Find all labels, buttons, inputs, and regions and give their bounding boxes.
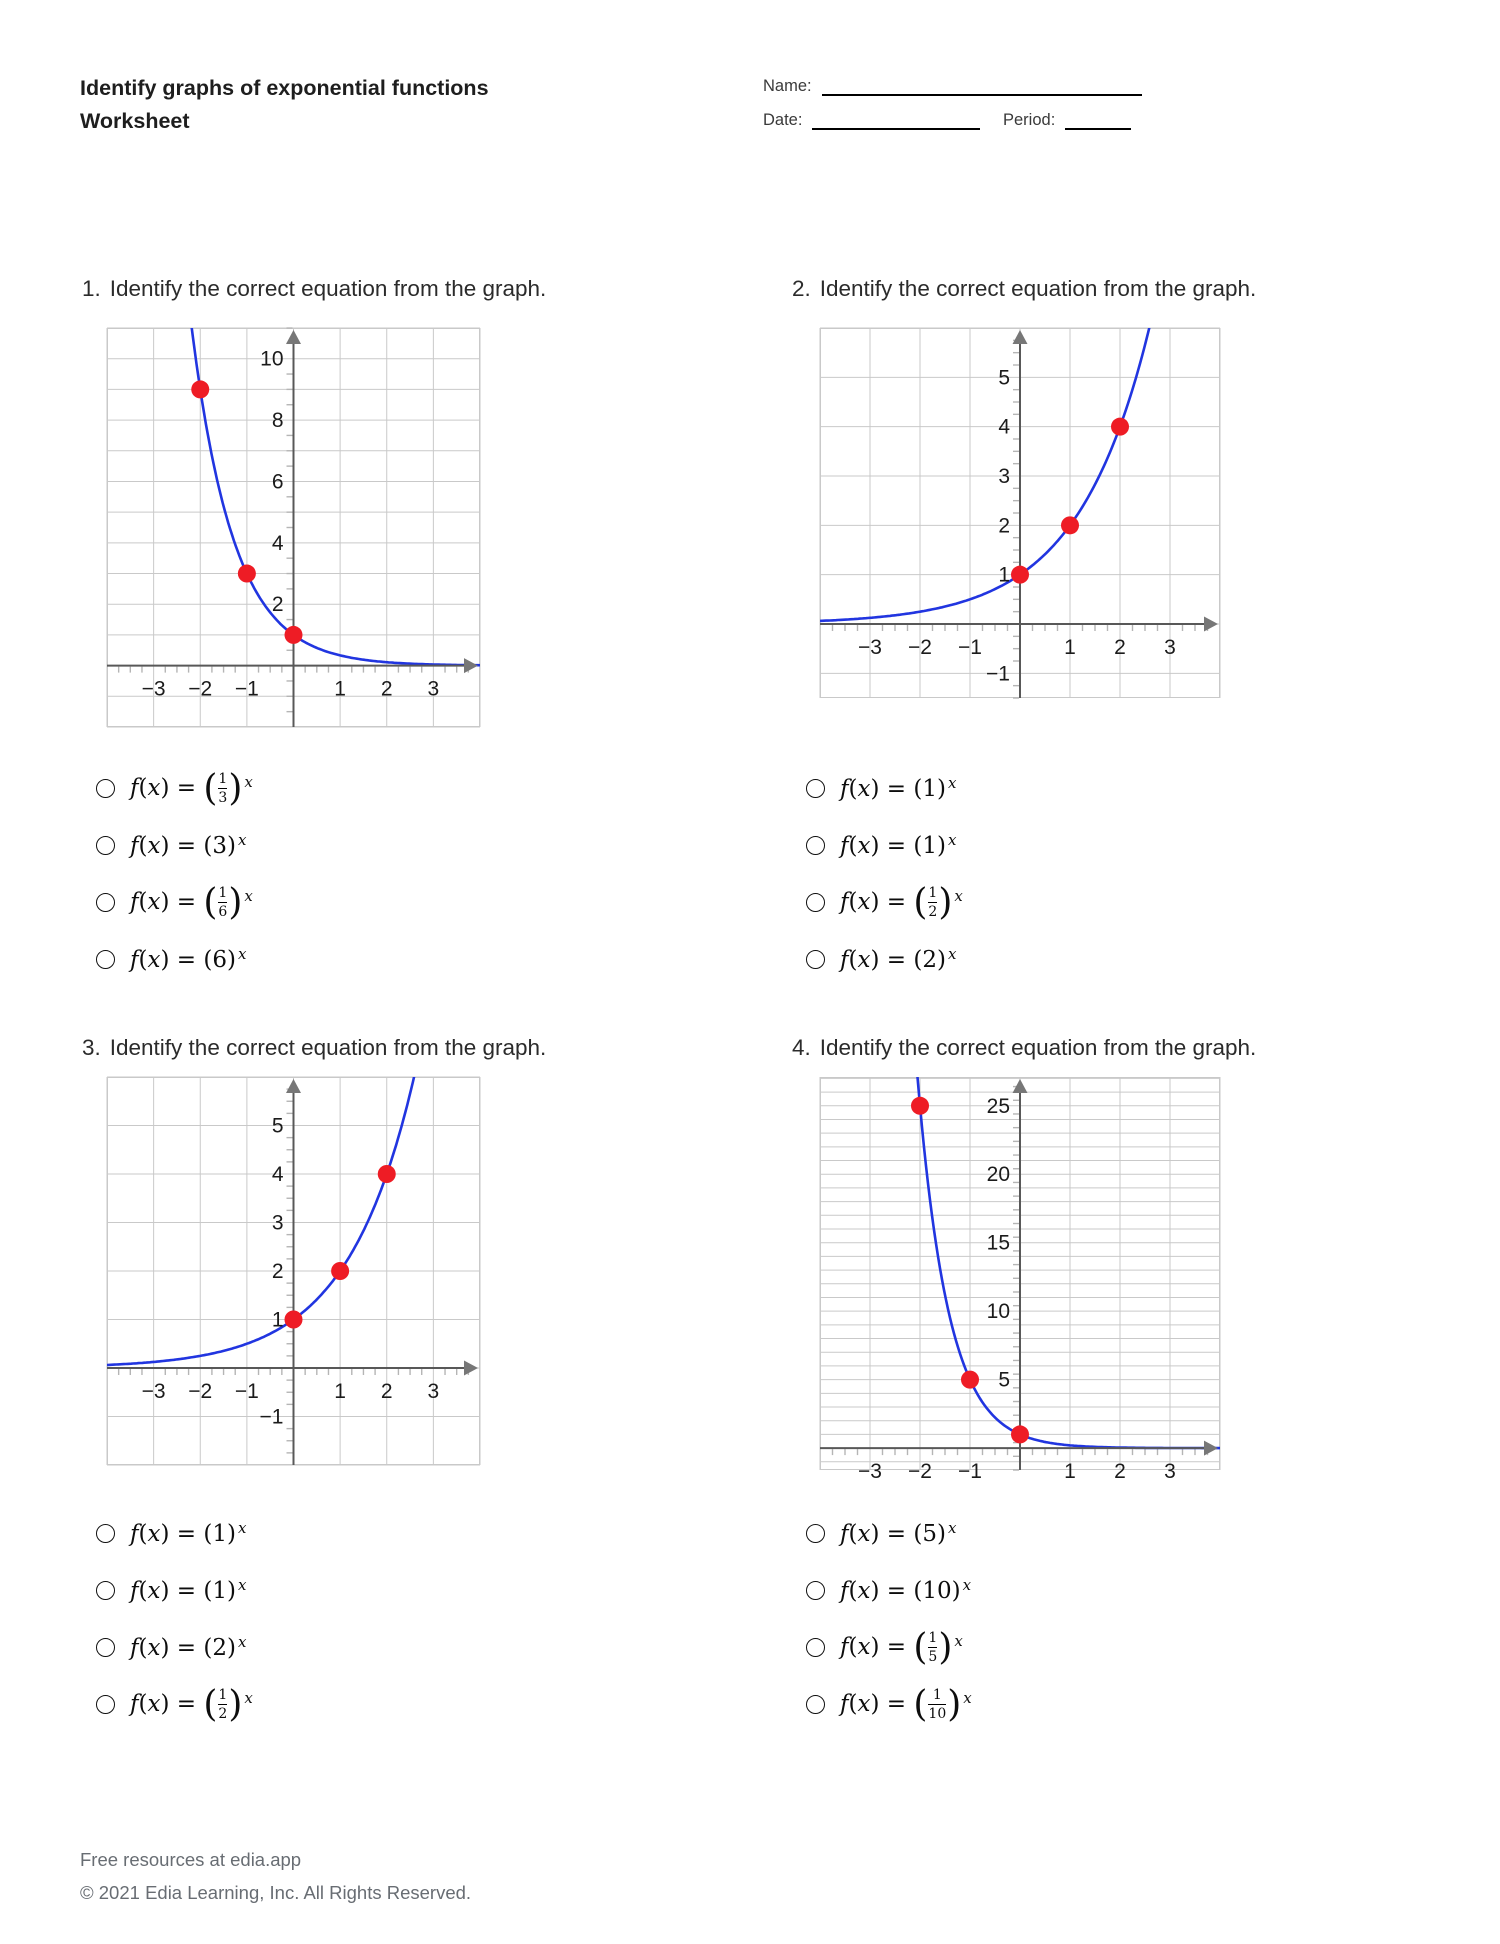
math-symbol: f: [130, 946, 139, 973]
problem-4-number: 4.: [792, 1035, 811, 1060]
problem-1-options: [96, 760, 253, 988]
period-field: [1003, 110, 1131, 130]
problem-3-options: [96, 1505, 253, 1733]
math-symbol: ): [937, 946, 946, 973]
radio-button[interactable]: [806, 836, 825, 855]
math-symbol: ): [870, 1634, 880, 1661]
math-symbol: ): [870, 1577, 880, 1604]
radio-button[interactable]: [96, 893, 115, 912]
svg-text:4: 4: [998, 415, 1010, 439]
math-symbol: ): [160, 1634, 170, 1661]
math-symbol: ): [160, 1691, 170, 1718]
math-symbol: (: [848, 775, 858, 802]
equation-formula: f ( x ) = ( 1 6 ) $^x$: [130, 882, 253, 924]
math-symbol: =: [886, 775, 907, 802]
problem-2-prompt: [792, 276, 1256, 302]
math-symbol: (: [138, 1634, 148, 1661]
radio-button[interactable]: [806, 1638, 825, 1657]
math-symbol: 6: [212, 946, 227, 973]
radio-button[interactable]: [806, 779, 825, 798]
math-symbol: (: [913, 832, 923, 859]
page-subtitle: Worksheet: [80, 109, 190, 133]
answer-option[interactable]: [96, 931, 253, 988]
answer-option[interactable]: [806, 1619, 972, 1676]
math-symbol: f: [840, 775, 849, 802]
fraction-numerator: 1: [218, 1686, 228, 1703]
answer-option[interactable]: [96, 1619, 253, 1676]
answer-option[interactable]: [96, 1505, 253, 1562]
fraction-bar: [928, 1704, 946, 1705]
period-field-line: [1065, 111, 1131, 130]
math-symbol: ): [951, 1577, 961, 1604]
svg-text:2: 2: [271, 593, 284, 617]
radio-button[interactable]: [806, 950, 825, 969]
svg-text:−3: −3: [141, 677, 166, 701]
math-symbol: (: [203, 832, 213, 859]
math-symbol: 1: [212, 1520, 227, 1547]
math-symbol: [906, 776, 913, 802]
radio-button[interactable]: [96, 1638, 115, 1657]
math-symbol: =: [886, 1520, 907, 1547]
math-symbol: ): [870, 946, 880, 973]
math-symbol: [879, 889, 886, 915]
math-symbol: f: [840, 832, 849, 859]
math-symbol: (: [138, 775, 148, 802]
math-symbol: =: [886, 1691, 907, 1718]
math-symbol: x: [147, 775, 161, 802]
math-symbol: f: [130, 1691, 139, 1718]
math-symbol: ): [937, 775, 946, 802]
fraction-numerator: 1: [218, 770, 228, 787]
equation-formula: f ( x ) = ( 1 2 ) $^x$: [130, 1684, 253, 1726]
math-symbol: =: [176, 1691, 197, 1718]
svg-text:1: 1: [1064, 636, 1076, 659]
svg-text:1: 1: [334, 677, 346, 701]
math-symbol: (: [138, 832, 148, 859]
math-symbol: =: [176, 1634, 197, 1661]
answer-option[interactable]: [96, 1562, 253, 1619]
math-symbol: x: [857, 775, 871, 802]
equation-formula: f ( x ) = ( 6 ) $^x$: [130, 944, 247, 973]
math-symbol: [879, 833, 886, 859]
radio-button[interactable]: [96, 1581, 115, 1600]
math-symbol: (: [203, 1520, 213, 1547]
fraction-denominator: 6: [218, 904, 228, 921]
problem-2-options: [806, 760, 963, 988]
math-symbol: [879, 1521, 886, 1547]
math-symbol: ): [160, 775, 170, 802]
math-symbol: (: [138, 1520, 148, 1547]
math-symbol: [906, 1691, 913, 1717]
math-symbol: =: [176, 775, 197, 802]
math-symbol: (: [848, 1691, 858, 1718]
fraction-bar: [218, 788, 227, 789]
problem-1-prompt-text: Identify the correct equation from the graph.: [109, 276, 547, 301]
math-symbol: [169, 889, 176, 915]
math-symbol: [169, 1691, 176, 1717]
math-symbol: 1: [922, 775, 937, 802]
math-symbol: f: [840, 1634, 849, 1661]
math-symbol: 1: [922, 832, 937, 859]
math-symbol: =: [886, 832, 907, 859]
svg-text:3: 3: [427, 677, 440, 701]
problem-3-prompt-text: Identify the correct equation from the graph.: [109, 1035, 547, 1060]
radio-button[interactable]: [96, 779, 115, 798]
math-symbol: [906, 1521, 913, 1547]
equation-formula: f ( x ) = ( 1 ) $^x$: [840, 830, 957, 859]
fraction-numerator: 1: [932, 1686, 942, 1703]
answer-option[interactable]: [806, 1505, 972, 1562]
radio-button[interactable]: [96, 1695, 115, 1714]
math-symbol: [169, 775, 176, 801]
math-symbol: 1: [212, 1577, 227, 1604]
problem-2-prompt-text: Identify the correct equation from the graph.: [819, 276, 1257, 301]
fraction-bar: [928, 902, 937, 903]
problem-2-number: 2.: [792, 276, 811, 301]
answer-option[interactable]: [806, 817, 963, 874]
period-label: Period:: [1003, 111, 1056, 129]
svg-text:1: 1: [271, 1308, 284, 1332]
svg-text:−1: −1: [958, 636, 982, 659]
fraction-denominator: 10: [928, 1706, 947, 1723]
fraction-bar: [218, 1704, 227, 1705]
math-symbol: x: [147, 1520, 161, 1547]
math-symbol: (: [138, 946, 148, 973]
fraction-bar: [218, 902, 227, 903]
math-symbol: (: [203, 1577, 213, 1604]
math-symbol: f: [840, 1577, 849, 1604]
math-symbol: 0: [937, 1577, 952, 1604]
math-symbol: ): [227, 1634, 236, 1661]
math-symbol: =: [176, 1577, 197, 1604]
math-symbol: f: [130, 832, 139, 859]
fraction: [218, 772, 227, 805]
math-symbol: ): [870, 775, 880, 802]
math-symbol: [169, 833, 176, 859]
math-symbol: [906, 833, 913, 859]
fraction: [218, 1688, 227, 1721]
math-symbol: x: [147, 1634, 161, 1661]
math-symbol: f: [840, 1520, 849, 1547]
math-symbol: ): [160, 889, 170, 916]
math-symbol: =: [176, 832, 197, 859]
svg-text:3: 3: [427, 1380, 440, 1403]
math-symbol: (: [848, 1634, 858, 1661]
math-symbol: x: [147, 946, 161, 973]
math-symbol: f: [130, 1520, 139, 1547]
math-symbol: 2: [212, 1634, 227, 1661]
problem-1-number: 1.: [82, 276, 101, 301]
math-symbol: (: [848, 946, 858, 973]
svg-text:15: 15: [986, 1231, 1010, 1255]
answer-option[interactable]: [806, 760, 963, 817]
math-symbol: f: [840, 946, 849, 973]
problem-4-prompt-text: Identify the correct equation from the graph.: [819, 1035, 1257, 1060]
equation-formula: f ( x ) = ( 1 ) $^x$: [130, 1518, 247, 1547]
math-symbol: =: [176, 889, 197, 916]
answer-option[interactable]: [96, 760, 253, 817]
radio-button[interactable]: [806, 1581, 825, 1600]
svg-text:10: 10: [986, 1300, 1010, 1324]
math-symbol: (: [138, 1691, 148, 1718]
math-symbol: (: [913, 1520, 923, 1547]
equation-formula: f ( x ) = ( 1 3 ) $^x$: [130, 768, 253, 810]
fraction: [928, 886, 937, 919]
fraction: [928, 1688, 946, 1721]
radio-button[interactable]: [96, 1524, 115, 1543]
page-title: Identify graphs of exponential functions: [80, 76, 489, 100]
answer-option[interactable]: [96, 874, 253, 931]
math-symbol: ): [870, 832, 880, 859]
equation-formula: f ( x ) = ( 5 ) $^x$: [840, 1518, 957, 1547]
svg-text:−3: −3: [141, 1380, 166, 1403]
fraction-denominator: 2: [928, 904, 938, 921]
svg-text:2: 2: [1114, 636, 1126, 659]
equation-formula: f ( x ) = ( 1 0 ) $^x$: [840, 1575, 972, 1604]
svg-text:3: 3: [1164, 636, 1176, 659]
math-symbol: [879, 947, 886, 973]
math-symbol: [906, 1578, 913, 1604]
svg-text:3: 3: [998, 465, 1010, 488]
math-symbol: f: [130, 775, 139, 802]
math-symbol: [906, 1634, 913, 1660]
math-symbol: [196, 947, 203, 973]
math-symbol: x: [857, 889, 871, 916]
svg-text:−3: −3: [858, 636, 882, 659]
math-symbol: ): [160, 1520, 170, 1547]
math-symbol: f: [130, 889, 139, 916]
math-symbol: 5: [922, 1520, 937, 1547]
math-symbol: ): [227, 946, 236, 973]
math-symbol: ): [937, 832, 946, 859]
svg-text:2: 2: [271, 1260, 284, 1283]
radio-button[interactable]: [806, 893, 825, 912]
svg-text:2: 2: [380, 1380, 393, 1403]
math-symbol: =: [886, 889, 907, 916]
equation-formula: f ( x ) = ( 1 5 ) $^x$: [840, 1627, 963, 1669]
equation-formula: f ( x ) = ( 2 ) $^x$: [130, 1632, 247, 1661]
svg-text:−1: −1: [986, 662, 1010, 686]
math-symbol: =: [886, 1577, 907, 1604]
svg-text:3: 3: [271, 1211, 284, 1235]
math-symbol: (: [848, 1577, 858, 1604]
math-symbol: x: [147, 832, 161, 859]
radio-button[interactable]: [806, 1695, 825, 1714]
graph-problem-3: [107, 1077, 480, 1465]
equation-formula: f ( x ) = ( 3 ) $^x$: [130, 830, 247, 859]
svg-text:−2: −2: [188, 677, 213, 701]
equation-formula: f ( x ) = ( 1 ) $^x$: [130, 1575, 247, 1604]
answer-option[interactable]: [96, 817, 253, 874]
math-symbol: [169, 1521, 176, 1547]
math-symbol: x: [857, 1520, 871, 1547]
math-symbol: x: [147, 889, 161, 916]
math-symbol: ): [227, 832, 236, 859]
fraction-numerator: 1: [218, 884, 228, 901]
math-symbol: [879, 1634, 886, 1660]
math-symbol: [169, 947, 176, 973]
math-symbol: [169, 1578, 176, 1604]
math-symbol: f: [840, 1691, 849, 1718]
math-symbol: ): [227, 1520, 236, 1547]
answer-option[interactable]: [806, 874, 963, 931]
math-symbol: x: [857, 1634, 871, 1661]
math-symbol: [169, 1635, 176, 1661]
math-symbol: 2: [922, 946, 937, 973]
answer-option[interactable]: [96, 1676, 253, 1733]
math-symbol: [196, 775, 203, 801]
math-symbol: (: [848, 832, 858, 859]
fraction-numerator: 1: [928, 1629, 938, 1646]
name-field-line: [822, 77, 1142, 96]
math-symbol: ): [870, 1520, 880, 1547]
answer-option[interactable]: [806, 931, 963, 988]
math-symbol: [196, 833, 203, 859]
math-symbol: [196, 1635, 203, 1661]
math-symbol: 3: [212, 832, 227, 859]
svg-text:1: 1: [334, 1380, 346, 1403]
math-symbol: [196, 1521, 203, 1547]
answer-option[interactable]: [806, 1562, 972, 1619]
math-symbol: [906, 889, 913, 915]
math-symbol: [879, 776, 886, 802]
problem-1-prompt: [82, 276, 546, 302]
math-symbol: ): [160, 946, 170, 973]
math-symbol: x: [147, 1577, 161, 1604]
equation-formula: f ( x ) = ( 1 ) $^x$: [840, 773, 957, 802]
radio-button[interactable]: [96, 950, 115, 969]
math-symbol: [879, 1578, 886, 1604]
math-symbol: x: [857, 1577, 871, 1604]
math-symbol: ): [870, 1691, 880, 1718]
svg-text:2: 2: [998, 514, 1010, 538]
problem-3-prompt: [82, 1035, 546, 1061]
date-label: Date:: [763, 111, 803, 129]
svg-text:−2: −2: [908, 1460, 932, 1484]
fraction-bar: [928, 1647, 937, 1648]
math-symbol: =: [176, 946, 197, 973]
math-symbol: x: [147, 1691, 161, 1718]
svg-text:−2: −2: [908, 636, 932, 659]
math-symbol: f: [840, 889, 849, 916]
svg-text:2: 2: [1114, 1460, 1126, 1484]
math-symbol: (: [203, 946, 213, 973]
math-symbol: ): [160, 1577, 170, 1604]
math-symbol: [879, 1691, 886, 1717]
svg-text:−1: −1: [234, 677, 259, 701]
math-symbol: (: [913, 775, 923, 802]
math-symbol: ): [937, 1520, 946, 1547]
svg-text:1: 1: [998, 563, 1010, 587]
svg-text:3: 3: [1164, 1460, 1176, 1484]
math-symbol: f: [130, 1577, 139, 1604]
radio-button[interactable]: [806, 1524, 825, 1543]
equation-formula: f ( x ) = ( 1 10 ) $^x$: [840, 1684, 972, 1726]
svg-text:−2: −2: [188, 1380, 213, 1403]
fraction-denominator: 3: [218, 790, 228, 807]
svg-text:4: 4: [271, 531, 284, 555]
math-symbol: (: [138, 889, 148, 916]
svg-text:6: 6: [271, 470, 284, 494]
fraction-denominator: 5: [928, 1649, 938, 1666]
math-symbol: [196, 889, 203, 915]
math-symbol: x: [857, 946, 871, 973]
math-symbol: ): [227, 1577, 236, 1604]
svg-text:25: 25: [986, 1094, 1010, 1118]
equation-formula: f ( x ) = ( 1 2 ) $^x$: [840, 882, 963, 924]
math-symbol: ): [160, 832, 170, 859]
answer-option[interactable]: [806, 1676, 972, 1733]
math-symbol: [196, 1691, 203, 1717]
svg-text:1: 1: [1064, 1460, 1076, 1484]
date-field-line: [812, 111, 980, 130]
math-symbol: [906, 947, 913, 973]
math-symbol: =: [176, 1520, 197, 1547]
math-symbol: =: [886, 946, 907, 973]
fraction-denominator: 2: [218, 1706, 228, 1723]
page-footer: [80, 1843, 471, 1909]
date-field: [763, 110, 980, 130]
math-symbol: (: [848, 889, 858, 916]
svg-text:10: 10: [260, 347, 284, 371]
graph-problem-2: [820, 328, 1220, 698]
problem-4-prompt: [792, 1035, 1256, 1061]
name-field: [763, 76, 1142, 96]
svg-text:5: 5: [271, 1114, 284, 1138]
math-symbol: (: [203, 1634, 213, 1661]
problem-4-options: [806, 1505, 972, 1733]
svg-text:−1: −1: [958, 1460, 982, 1484]
math-symbol: (: [138, 1577, 148, 1604]
name-label: Name:: [763, 77, 812, 95]
footer-line-1: Free resources at edia.app: [80, 1849, 302, 1870]
fraction: [928, 1631, 937, 1664]
svg-text:8: 8: [271, 409, 284, 433]
math-symbol: x: [857, 1691, 871, 1718]
svg-text:5: 5: [998, 366, 1010, 390]
svg-text:−3: −3: [858, 1460, 882, 1484]
math-symbol: (: [913, 946, 923, 973]
equation-formula: f ( x ) = ( 2 ) $^x$: [840, 944, 957, 973]
fraction-numerator: 1: [928, 884, 938, 901]
math-symbol: ): [870, 889, 880, 916]
graph-problem-1: [107, 328, 480, 727]
fraction: [218, 886, 227, 919]
problem-3-number: 3.: [82, 1035, 101, 1060]
math-symbol: 1: [922, 1577, 937, 1604]
svg-text:−1: −1: [259, 1405, 284, 1429]
svg-text:4: 4: [271, 1163, 284, 1186]
math-symbol: =: [886, 1634, 907, 1661]
graph-problem-4: [820, 1077, 1220, 1484]
math-symbol: (: [913, 1577, 923, 1604]
svg-text:20: 20: [986, 1163, 1010, 1187]
header-titles: [80, 72, 489, 138]
math-symbol: x: [857, 832, 871, 859]
radio-button[interactable]: [96, 836, 115, 855]
svg-text:2: 2: [380, 677, 393, 701]
footer-line-2: © 2021 Edia Learning, Inc. All Rights Reserved.: [80, 1882, 472, 1903]
svg-text:5: 5: [998, 1368, 1010, 1392]
math-symbol: f: [130, 1634, 139, 1661]
svg-text:−1: −1: [234, 1380, 259, 1403]
math-symbol: [196, 1578, 203, 1604]
math-symbol: (: [848, 1520, 858, 1547]
